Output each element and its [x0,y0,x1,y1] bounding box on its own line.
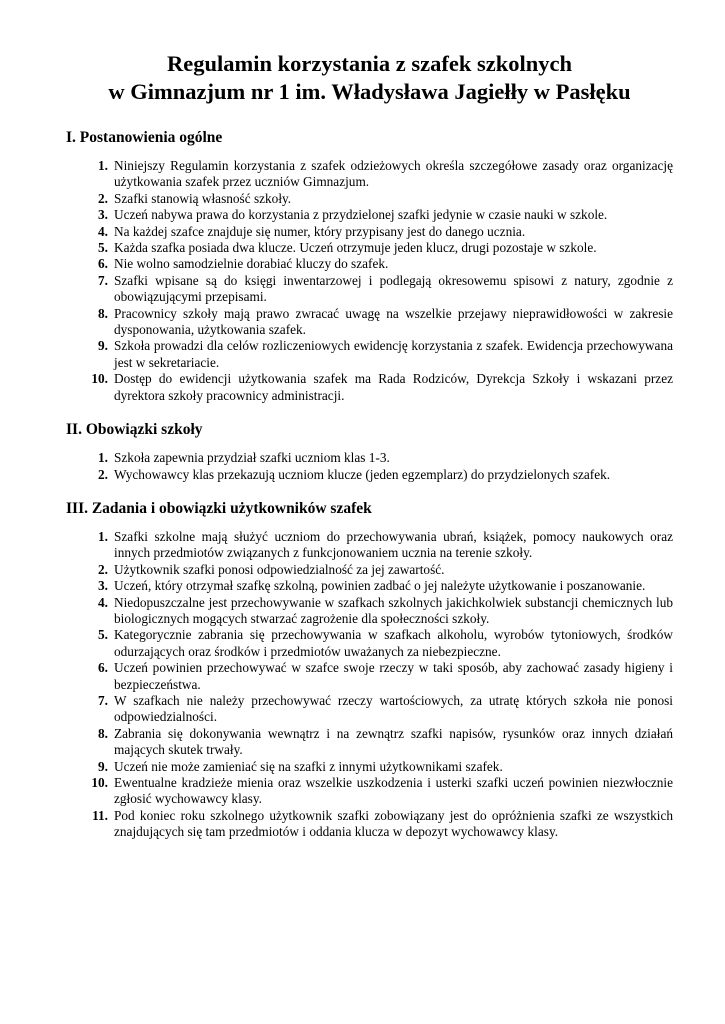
list-item-text: Kategorycznie zabrania się przechowywania w szafkach alkoholu, wyrobów tytoniowych, środków odurzających oraz środków i przedmiotów uważanych za niebezpieczne. [114,627,673,659]
list-item [66,371,673,404]
list-item-text: Niniejszy Regulamin korzystania z szafek odzieżowych określa szczegółowe zasady oraz organizację użytkowania szafek przez uczniów Gimnazjum. [114,158,673,190]
list-item-number: 7. [98,272,108,288]
list-item-number: 5. [98,240,108,256]
list-item-text: Uczeń nie może zamieniać się na szafki z innymi użytkownikami szafek. [114,758,503,774]
list-item [66,158,673,191]
list-item-number: 3. [98,207,108,223]
list-item-number: 10. [91,775,108,790]
list-item-text: Na każdej szafce znajduje się numer, który przypisany jest do danego ucznia. [114,223,526,239]
list-item-text: Szafki szkolne mają służyć uczniom do przechowywania ubrań, książek, pomocy naukowych oraz innych przedmiotów związanych z funkcjonowaniem ucznia na terenie szkoły. [114,528,673,561]
list-item [66,191,673,207]
list-item [66,578,673,594]
list-item-text: Niedopuszczalne jest przechowywanie w szafkach szkolnych jakichkolwiek substancji chemicznych lub biologicznych mogących stwarzać zagrożenie dla społeczności szkoły. [114,594,673,626]
list-item-text: Uczeń, który otrzymał szafkę szkolną, powinien zadbać o jej należyte użytkowanie i poszanowanie. [114,578,646,594]
list-item-text: Dostęp do ewidencji użytkowania szafek ma Rada Rodziców, Dyrekcja Szkoły i wskazani przez dyrektora szkoły pracownicy administracji. [114,371,673,403]
list-item-text: Pod koniec roku szkolnego użytkownik szafki zobowiązany jest do opróżnienia szafki ze wszystkich znajdujących się tam przedmiotów i oddania klucza w depozyt wychowawcy klasy. [114,807,673,840]
list-item-number: 1. [98,158,108,173]
list-item-text: Ewentualne kradzieże mienia oraz wszelkie uszkodzenia i usterki szafki uczeń powinien niezwłocznie zgłosić wychowawcy klasy. [114,775,673,807]
list-item-number: 4. [98,594,108,610]
list-item [66,808,673,841]
document-title [66,50,673,106]
list-item [66,562,673,578]
list-item-number: 9. [98,338,108,354]
title-line-2: w Gimnazjum nr 1 im. Władysława Jagiełły w Pasłęku [108,79,631,104]
section-heading: I. Postanowienia ogólne [66,129,223,146]
list-item-text: Szkoła zapewnia przydział szafki uczniom klas 1-3. [114,450,390,466]
list-item [66,273,673,306]
section-heading: III. Zadania i obowiązki użytkowników szafek [66,499,372,517]
list-item-text: Użytkownik szafki ponosi odpowiedzialność za jej zawartość. [114,561,445,577]
list-item-number: 2. [98,466,108,482]
list-item [66,627,673,660]
list-item-number: 10. [91,371,108,387]
sections-container [66,128,673,841]
list-item-number: 11. [92,807,108,823]
section-list [66,450,673,483]
section-list [66,529,673,841]
list-item [66,595,673,628]
list-item-text: Uczeń powinien przechowywać w szafce swoje rzeczy w taki sposób, aby zachować zasady higieny i bezpieczeństwa. [114,660,673,692]
list-item-text: W szafkach nie należy przechowywać rzeczy wartościowych, za utratę których szkoła nie ponosi odpowiedzialności. [114,692,673,725]
list-item [66,660,673,693]
list-item [66,256,673,272]
list-item-number: 2. [98,190,108,206]
list-item-number: 6. [98,256,108,272]
list-item-text: Szafki wpisane są do księgi inwentarzowej i podlegają okresowemu spisowi z natury, zgodnie z obowiązującymi przepisami. [114,272,673,305]
list-item-text: Zabrania się dokonywania wewnątrz i na zewnątrz szafki napisów, rysunków oraz innych działań mających skutek trwały. [114,725,673,758]
list-item-number: 2. [98,561,108,577]
list-item [66,726,673,759]
list-item-number: 3. [98,578,108,594]
list-item-text: Uczeń nabywa prawa do korzystania z przydzielonej szafki jedynie w czasie nauki w szkole. [114,207,608,223]
title-line-1: Regulamin korzystania z szafek szkolnych [167,51,572,76]
list-item [66,759,673,775]
list-item [66,240,673,256]
list-item-number: 8. [98,725,108,741]
list-item-number: 6. [98,660,108,676]
list-item [66,224,673,240]
list-item-number: 9. [98,758,108,774]
list-item [66,529,673,562]
list-item-number: 5. [98,627,108,643]
list-item-text: Szafki stanowią własność szkoły. [114,190,292,206]
list-item [66,338,673,371]
list-item [66,467,673,483]
section-list [66,158,673,404]
list-item-text: Nie wolno samodzielnie dorabiać kluczy do szafek. [114,256,389,272]
list-item-text: Szkoła prowadzi dla celów rozliczeniowych ewidencję korzystania z szafek. Ewidencja przechowywana jest w sekretariacie. [114,338,673,370]
list-item [66,207,673,223]
list-item-text: Każda szafka posiada dwa klucze. Uczeń otrzymuje jeden klucz, drugi pozostaje w szkole. [114,240,597,256]
section-heading: II. Obowiązki szkoły [66,421,203,439]
list-item [66,775,673,808]
list-item-number: 1. [98,450,108,466]
list-item-number: 7. [98,692,108,708]
list-item-number: 8. [98,305,108,321]
list-item [66,306,673,339]
list-item [66,450,673,466]
list-item-text: Wychowawcy klas przekazują uczniom klucze (jeden egzemplarz) do przydzielonych szafek. [114,466,611,482]
list-item-number: 1. [98,528,108,544]
list-item [66,693,673,726]
list-item-text: Pracownicy szkoły mają prawo zwracać uwagę na wszelkie przejawy nieprawidłowości w zakresie dysponowania, użytkowania szafek. [114,305,673,338]
list-item-number: 4. [98,223,108,239]
